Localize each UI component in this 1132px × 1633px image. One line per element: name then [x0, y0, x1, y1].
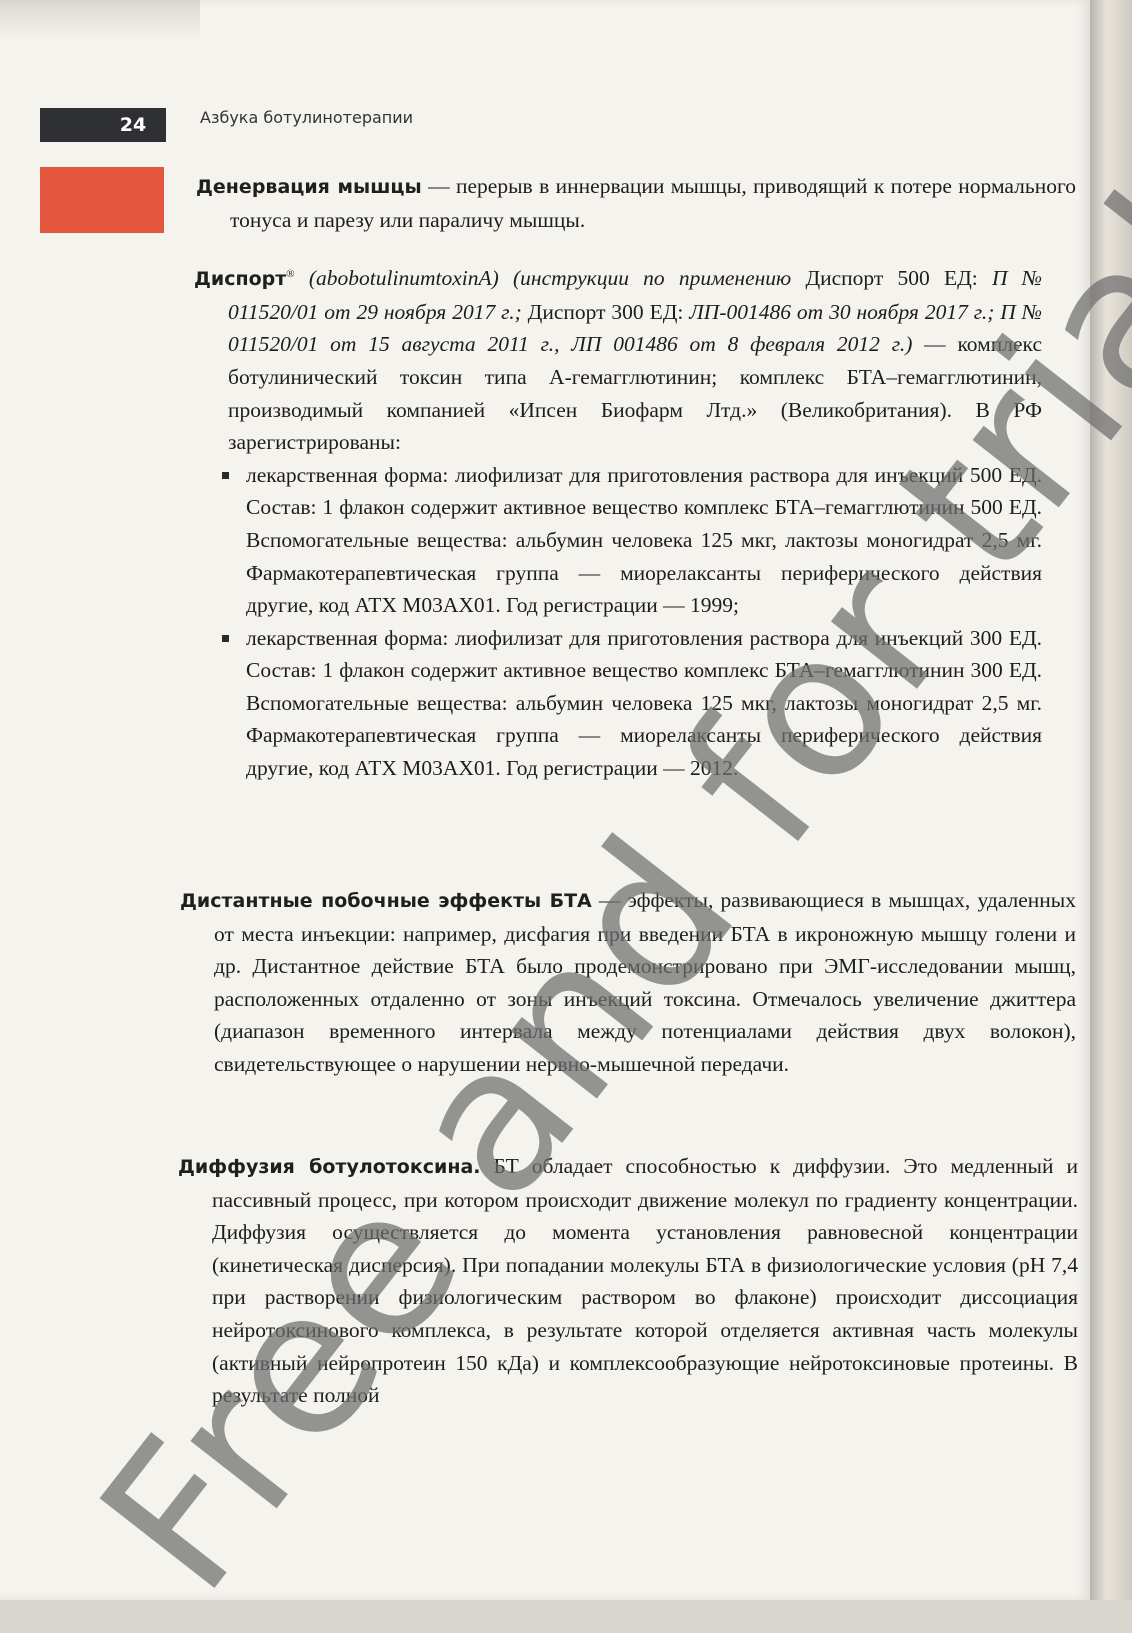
entry-term: Диспорт	[194, 268, 287, 291]
bullet-list	[220, 459, 1042, 785]
entry-denervation	[196, 170, 1076, 236]
list-item	[220, 459, 1042, 622]
bullet-icon	[222, 472, 229, 479]
registration-1: П № 011520/01 от 29 ноября 2017 г.;	[228, 266, 1043, 324]
entry-dysport	[194, 258, 1042, 785]
dysport-300-label: Диспорт 300 ЕД:	[521, 299, 690, 324]
entry-diffusion	[178, 1150, 1078, 1412]
instructions-open: (инструкции по применению	[513, 266, 792, 291]
registered-mark: ®	[286, 268, 295, 280]
entry-paragraph	[180, 884, 1076, 1081]
registration-2: ЛП-001486 от 30 ноября 2017 г.; П № 011520/01 от 15 августа 2011 г., ЛП 001486 от 8 февраля 2012 г.)	[228, 299, 1042, 357]
list-item-text: лекарственная форма: лиофилизат для приготовления раствора для инъекций 300 ЕД. Состав: 1 флакон содержит активное вещество комплекс БТА–гемагглютинин 300 ЕД. Вспомогательные вещества: альбумин человека 125 мкг, лактозы моногидрат 2,5 мг. Фармакотерапевтическая группа — миорелаксанты периферического действия другие, код АТХ M03AX01. Год регистрации — 2012.	[246, 625, 1042, 781]
list-item	[220, 622, 1042, 785]
page-edge	[1090, 0, 1132, 1600]
watermark: Free and for trial	[56, 152, 1132, 1633]
entry-paragraph	[196, 170, 1076, 236]
entry-term: Дистантные побочные эффекты БТА	[180, 890, 592, 912]
entry-text: БТ обладает способностью к диффузии. Это медленный и пассивный процесс, при котором происходит движение молекул по градиенту концентрации. Диффузия осуществляется до момента установления равновесной концентрации (кинетическая дисперсия). При попадании молекулы БТА в физиологические условия (pH 7,4 при растворении физиологическим раствором во флаконе) происходит диссоциация нейротоксинового комплекса, в результате которой отделяется активная часть молекулы (активный нейропротеин 150 кДа) и комплексообразующие нейротоксиновые протеины. В результате полной	[212, 1154, 1078, 1408]
page-number: 24	[119, 114, 147, 136]
bullet-icon	[222, 635, 229, 642]
dysport-500-label: Диспорт 500 ЕД:	[791, 266, 992, 291]
entry-paragraph	[194, 258, 1042, 459]
entry-distant-effects	[180, 884, 1076, 1081]
running-title: Азбука ботулинотерапии	[200, 108, 414, 127]
entry-text: — эффекты, развивающиеся в мышцах, удаленных от места инъекции: например, дисфагия при введении БТА в икроножную мышцу голени и др. Дистантное действие БТА было продемонстрировано при ЭМГ-исследовании мышц, расположенных отдаленно от зоны инъекций токсина. Отмечалось увеличение джиттера (диапазон временного интервала между потенциалами действия двух волокон), свидетельствующее о нарушении нервно-мышечной передачи.	[214, 888, 1076, 1076]
entry-term: Диффузия ботулотоксина.	[178, 1156, 481, 1178]
entry-paragraph	[178, 1150, 1078, 1412]
entry-text: — комплекс ботулинический токсин типа А-гемагглютинин; комплекс БТА–гемагглютинин, производимый компанией «Ипсен Биофарм Лтд.» (Великобритания). В РФ зарегистрированы:	[228, 332, 1042, 455]
entry-text: — перерыв в иннервации мышцы, приводящий к потере нормального тонуса и парезу или параличу мышцы.	[230, 174, 1076, 232]
entry-term: Денервация мышцы	[196, 176, 422, 198]
latin-name: (abobotulinumtoxinA)	[294, 266, 513, 291]
list-item-text: лекарственная форма: лиофилизат для приготовления раствора для инъекций 500 ЕД. Состав: 1 флакон содержит активное вещество комплекс БТА–гемагглютинин 500 ЕД. Вспомогательные вещества: альбумин человека 125 мкг, лактозы моногидрат 2,5 мг. Фармакотерапевтическая группа — миорелаксанты периферического действия другие, код АТХ M03AX01. Год регистрации — 1999;	[246, 462, 1042, 618]
